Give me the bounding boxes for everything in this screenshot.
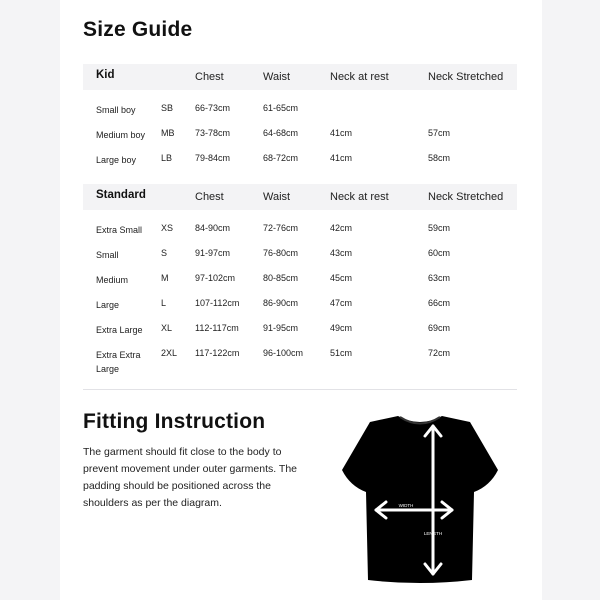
standard-table-header [83, 184, 517, 210]
waist-value: 72-76cm [263, 223, 299, 233]
size-name: Large boy [96, 155, 137, 165]
header-neck-stretched: Neck Stretched [428, 191, 504, 203]
chest-value: 66-73cm [195, 103, 231, 113]
size-code: 2XL [161, 348, 178, 358]
neck-stretched-value: 66cm [428, 298, 451, 308]
header-chest: Chest [195, 71, 224, 83]
size-code: MB [161, 128, 175, 138]
size-code: XL [161, 323, 173, 333]
neck-stretched-value: 63cm [428, 273, 451, 283]
header-neck-rest: Neck at rest [330, 71, 389, 83]
neck-rest-value: 51cm [330, 348, 353, 358]
length-label: LENGTH [423, 531, 443, 536]
header-waist: Waist [263, 191, 291, 203]
tshirt-shape [342, 416, 498, 583]
waist-value: 61-65cm [263, 103, 299, 113]
fitting-title: Fitting Instruction [83, 410, 266, 433]
size-name: Small boy [96, 105, 136, 115]
size-guide-title: Size Guide [83, 18, 193, 41]
right-margin [542, 0, 600, 600]
chest-value: 79-84cm [195, 153, 231, 163]
chest-value: 112-117cm [195, 323, 239, 333]
size-name: Extra Extra Large [96, 350, 141, 374]
size-code: SB [161, 103, 174, 113]
size-name: Medium [96, 275, 129, 285]
size-code: XS [161, 223, 174, 233]
waist-value: 64-68cm [263, 128, 299, 138]
chest-value: 73-78cm [195, 128, 231, 138]
size-name: Large [96, 300, 120, 310]
chest-value: 117-122cm [195, 348, 240, 358]
waist-value: 91-95cm [263, 323, 299, 333]
waist-value: 96-100cm [263, 348, 304, 358]
standard-heading: Standard [96, 189, 146, 201]
neck-rest-value: 47cm [330, 298, 353, 308]
neck-rest-value: 41cm [330, 153, 353, 163]
kid-table-header [83, 64, 517, 90]
chest-value: 91-97cm [195, 248, 231, 258]
tshirt-diagram [330, 410, 510, 590]
neck-stretched-value: 57cm [428, 128, 451, 138]
header-neck-stretched: Neck Stretched [428, 71, 504, 83]
header-waist: Waist [263, 71, 291, 83]
fitting-text: The garment should fit close to the body to prevent movement under outer garments. The padding should be positioned across the shoulders as per the diagram. [83, 446, 298, 509]
neck-rest-value: 43cm [330, 248, 353, 258]
size-name: Medium boy [96, 130, 146, 140]
waist-value: 80-85cm [263, 273, 299, 283]
size-code: LB [161, 153, 173, 163]
waist-value: 68-72cm [263, 153, 299, 163]
neck-rest-value: 45cm [330, 273, 353, 283]
kid-heading: Kid [96, 69, 115, 81]
chest-value: 107-112cm [195, 298, 240, 308]
neck-stretched-value: 59cm [428, 223, 451, 233]
width-label: WIDTH [398, 503, 414, 508]
left-margin [0, 0, 60, 600]
size-name: Extra Large [96, 325, 143, 335]
size-code: S [161, 248, 168, 258]
neck-stretched-value: 72cm [428, 348, 451, 358]
waist-value: 76-80cm [263, 248, 299, 258]
neck-rest-value: 41cm [330, 128, 353, 138]
neck-stretched-value: 60cm [428, 248, 451, 258]
size-name: Extra Small [96, 225, 143, 235]
neck-stretched-value: 69cm [428, 323, 451, 333]
neck-rest-value: 42cm [330, 223, 353, 233]
section-divider [83, 389, 517, 390]
size-code: M [161, 273, 169, 283]
neck-stretched-value: 58cm [428, 153, 451, 163]
size-name: Small [96, 250, 119, 260]
neck-rest-value: 49cm [330, 323, 353, 333]
chest-value: 97-102cm [195, 273, 236, 283]
chest-value: 84-90cm [195, 223, 231, 233]
header-neck-rest: Neck at rest [330, 191, 389, 203]
header-chest: Chest [195, 191, 224, 203]
size-code: L [161, 298, 167, 308]
waist-value: 86-90cm [263, 298, 299, 308]
